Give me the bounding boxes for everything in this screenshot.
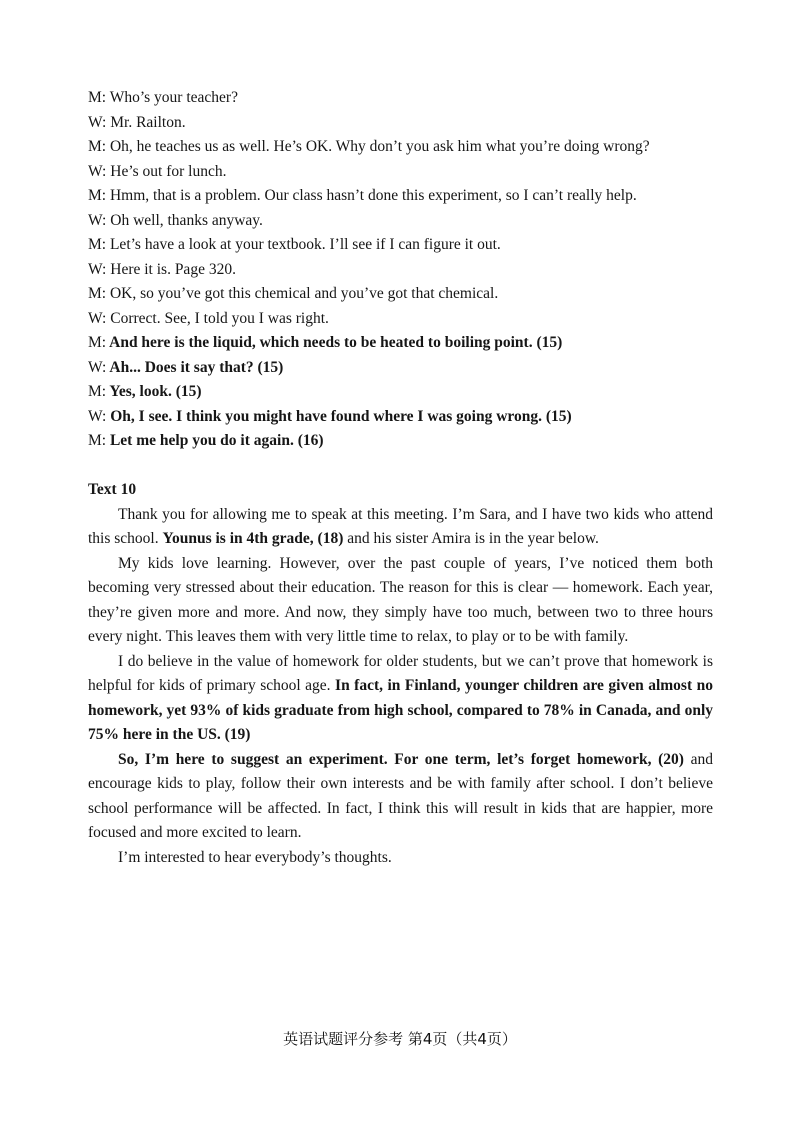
answer-key-text: In fact, in Finland, younger children are given almost no homework, yet 93% of kids graduate from high school, compared to 78% in Canada, and only 75% here in the US. (19): [88, 677, 713, 743]
utterance-text: Yes, look. (15): [109, 383, 202, 400]
text-10-section: [88, 478, 713, 870]
dialogue-line: [88, 184, 728, 209]
utterance-text: Let me help you do it again. (16): [109, 432, 324, 449]
page-footer: 英语试题评分参考 第4页（共4页）: [283, 1030, 517, 1048]
paragraph: [88, 846, 713, 871]
speaker-label: M:: [88, 138, 107, 155]
speaker-label: W:: [88, 162, 107, 180]
section-heading: Text 10: [88, 481, 137, 498]
utterance-text: Who’s your teacher?: [109, 89, 238, 106]
utterance-text: OK, so you’ve got this chemical and you’ve got that chemical.: [109, 285, 499, 302]
dialogue-line: [88, 380, 728, 405]
utterance-text: Let’s have a look at your textbook. I’ll see if I can figure it out.: [109, 236, 501, 253]
answer-key-text: So, I’m here to suggest an experiment. For one term, let’s forget homework, (20): [118, 750, 684, 768]
dialogue-line: [88, 331, 728, 356]
dialogue-line: [88, 405, 728, 430]
paragraph: [88, 503, 713, 552]
dialogue-line: [88, 135, 728, 160]
paragraph: [88, 748, 713, 846]
answer-key-text: Younus is in 4th grade, (18): [162, 530, 344, 547]
speaker-label: W:: [88, 260, 107, 278]
paragraph-text: Thank you for allowing me to speak at this meeting. I’m Sara, and I have two kids who attend this school.: [88, 505, 713, 547]
dialogue-line: [88, 356, 728, 381]
paragraph-text: I’m interested to hear everybody’s thoughts.: [118, 848, 392, 866]
dialogue-line: [88, 307, 728, 332]
paragraph: [88, 650, 713, 748]
utterance-text: He’s out for lunch.: [110, 162, 227, 180]
speaker-label: M:: [88, 285, 107, 302]
speaker-label: W:: [88, 358, 107, 376]
dialogue-transcript: [88, 86, 728, 454]
speaker-label: M:: [88, 236, 107, 253]
speaker-label: M:: [88, 187, 107, 204]
paragraph: [88, 552, 713, 650]
utterance-text: Oh, I see. I think you might have found where I was going wrong. (15): [110, 407, 572, 425]
speaker-label: M:: [88, 89, 107, 106]
dialogue-line: [88, 86, 728, 111]
dialogue-line: [88, 209, 728, 234]
paragraph-text: My kids love learning. However, over the past couple of years, I’ve noticed them both becoming very stressed about their education. The reason for this is clear — homework. Each year, they’re given more and more. And now, they simply have too much, between two to three hours every night. This leaves them with very little time to relax, to play or to be with family.: [88, 554, 713, 645]
speaker-label: M:: [88, 383, 107, 400]
utterance-text: Here it is. Page 320.: [110, 260, 236, 278]
speaker-label: W:: [88, 309, 107, 327]
utterance-text: Correct. See, I told you I was right.: [110, 309, 329, 327]
dialogue-line: [88, 111, 728, 136]
paragraph-text: I do believe in the value of homework for older students, but we can’t prove that homework is helpful for kids of primary school age.: [88, 652, 713, 694]
speaker-label: M:: [88, 334, 107, 351]
dialogue-line: [88, 160, 728, 185]
utterance-text: Ah... Does it say that? (15): [109, 358, 284, 376]
paragraph-text: and encourage kids to play, follow their own interests and be with family after school. I don’t believe school performance will be affected. In fact, I think this will result in kids that are happier, more focused and more excited to learn.: [88, 750, 713, 841]
utterance-text: Oh well, thanks anyway.: [110, 211, 263, 229]
utterance-text: And here is the liquid, which needs to be heated to boiling point. (15): [109, 334, 563, 351]
utterance-text: Hmm, that is a problem. Our class hasn’t done this experiment, so I can’t really help.: [109, 187, 637, 204]
dialogue-line: [88, 429, 728, 454]
utterance-text: Mr. Railton.: [110, 113, 186, 131]
dialogue-line: [88, 282, 728, 307]
speaker-label: W:: [88, 211, 107, 229]
speaker-label: W:: [88, 113, 107, 131]
speaker-label: W:: [88, 407, 107, 425]
dialogue-line: [88, 233, 728, 258]
speaker-label: M:: [88, 432, 107, 449]
dialogue-line: [88, 258, 728, 283]
paragraph-text: and his sister Amira is in the year below.: [343, 530, 599, 547]
utterance-text: Oh, he teaches us as well. He’s OK. Why don’t you ask him what you’re doing wrong?: [109, 138, 650, 155]
